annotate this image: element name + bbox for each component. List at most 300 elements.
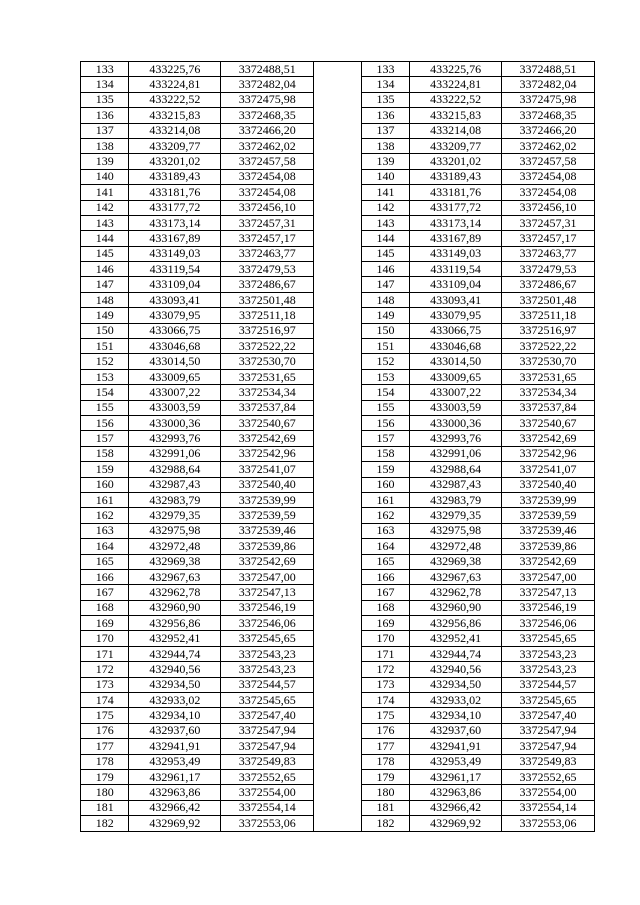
right-point-number: 176 xyxy=(361,723,409,738)
right-y-coordinate: 3372454,08 xyxy=(502,185,595,200)
left-x-coordinate: 433003,59 xyxy=(129,400,221,415)
left-point-number: 154 xyxy=(81,385,129,400)
column-gap xyxy=(314,662,361,677)
right-point-number: 140 xyxy=(361,169,409,184)
right-y-coordinate: 3372542,96 xyxy=(502,446,595,461)
coordinates-table xyxy=(80,61,595,832)
left-x-coordinate: 432934,50 xyxy=(129,677,221,692)
column-gap xyxy=(314,154,361,169)
column-gap xyxy=(314,785,361,800)
left-y-coordinate: 3372482,04 xyxy=(221,77,314,92)
right-point-number: 153 xyxy=(361,369,409,384)
right-x-coordinate: 433214,08 xyxy=(410,123,502,138)
table-row xyxy=(81,600,595,615)
table-row xyxy=(81,785,595,800)
column-gap xyxy=(314,77,361,92)
left-y-coordinate: 3372547,00 xyxy=(221,569,314,584)
left-x-coordinate: 432953,49 xyxy=(129,754,221,769)
table-row xyxy=(81,262,595,277)
left-y-coordinate: 3372475,98 xyxy=(221,92,314,107)
column-gap xyxy=(314,646,361,661)
right-x-coordinate: 433149,03 xyxy=(410,246,502,261)
column-gap xyxy=(314,477,361,492)
right-y-coordinate: 3372553,06 xyxy=(502,816,595,831)
left-x-coordinate: 432993,76 xyxy=(129,431,221,446)
coordinates-table-body xyxy=(81,62,595,832)
left-y-coordinate: 3372501,48 xyxy=(221,292,314,307)
right-x-coordinate: 433003,59 xyxy=(410,400,502,415)
table-row xyxy=(81,723,595,738)
table-row xyxy=(81,339,595,354)
right-x-coordinate: 432956,86 xyxy=(410,616,502,631)
right-y-coordinate: 3372547,94 xyxy=(502,739,595,754)
left-x-coordinate: 433109,04 xyxy=(129,277,221,292)
right-y-coordinate: 3372511,18 xyxy=(502,308,595,323)
column-gap xyxy=(314,169,361,184)
right-point-number: 180 xyxy=(361,785,409,800)
left-point-number: 180 xyxy=(81,785,129,800)
column-gap xyxy=(314,400,361,415)
right-x-coordinate: 432963,86 xyxy=(410,785,502,800)
left-x-coordinate: 433209,77 xyxy=(129,138,221,153)
right-point-number: 168 xyxy=(361,600,409,615)
right-y-coordinate: 3372457,17 xyxy=(502,231,595,246)
table-row xyxy=(81,754,595,769)
left-point-number: 164 xyxy=(81,539,129,554)
left-x-coordinate: 432956,86 xyxy=(129,616,221,631)
left-y-coordinate: 3372539,46 xyxy=(221,523,314,538)
right-x-coordinate: 432953,49 xyxy=(410,754,502,769)
right-point-number: 159 xyxy=(361,462,409,477)
left-y-coordinate: 3372454,08 xyxy=(221,185,314,200)
left-y-coordinate: 3372547,94 xyxy=(221,739,314,754)
left-y-coordinate: 3372542,69 xyxy=(221,554,314,569)
right-point-number: 134 xyxy=(361,77,409,92)
right-y-coordinate: 3372468,35 xyxy=(502,108,595,123)
table-row xyxy=(81,431,595,446)
right-x-coordinate: 433119,54 xyxy=(410,262,502,277)
left-x-coordinate: 432983,79 xyxy=(129,492,221,507)
right-point-number: 152 xyxy=(361,354,409,369)
right-point-number: 155 xyxy=(361,400,409,415)
column-gap xyxy=(314,262,361,277)
left-y-coordinate: 3372456,10 xyxy=(221,200,314,215)
right-y-coordinate: 3372454,08 xyxy=(502,169,595,184)
right-point-number: 142 xyxy=(361,200,409,215)
left-point-number: 155 xyxy=(81,400,129,415)
left-y-coordinate: 3372542,96 xyxy=(221,446,314,461)
left-point-number: 150 xyxy=(81,323,129,338)
right-y-coordinate: 3372542,69 xyxy=(502,554,595,569)
table-row xyxy=(81,539,595,554)
right-point-number: 166 xyxy=(361,569,409,584)
left-x-coordinate: 432979,35 xyxy=(129,508,221,523)
column-gap xyxy=(314,723,361,738)
right-y-coordinate: 3372466,20 xyxy=(502,123,595,138)
right-point-number: 137 xyxy=(361,123,409,138)
right-x-coordinate: 432937,60 xyxy=(410,723,502,738)
left-y-coordinate: 3372540,67 xyxy=(221,415,314,430)
right-x-coordinate: 432988,64 xyxy=(410,462,502,477)
right-point-number: 161 xyxy=(361,492,409,507)
column-gap xyxy=(314,339,361,354)
right-x-coordinate: 432961,17 xyxy=(410,769,502,784)
left-x-coordinate: 432933,02 xyxy=(129,693,221,708)
right-x-coordinate: 433177,72 xyxy=(410,200,502,215)
left-x-coordinate: 433177,72 xyxy=(129,200,221,215)
left-point-number: 176 xyxy=(81,723,129,738)
left-x-coordinate: 433214,08 xyxy=(129,123,221,138)
left-y-coordinate: 3372479,53 xyxy=(221,262,314,277)
left-y-coordinate: 3372546,06 xyxy=(221,616,314,631)
table-row xyxy=(81,400,595,415)
left-y-coordinate: 3372540,40 xyxy=(221,477,314,492)
left-x-coordinate: 433224,81 xyxy=(129,77,221,92)
right-point-number: 169 xyxy=(361,616,409,631)
left-point-number: 163 xyxy=(81,523,129,538)
right-point-number: 182 xyxy=(361,816,409,831)
left-point-number: 139 xyxy=(81,154,129,169)
right-point-number: 181 xyxy=(361,800,409,815)
left-point-number: 160 xyxy=(81,477,129,492)
left-point-number: 182 xyxy=(81,816,129,831)
right-point-number: 178 xyxy=(361,754,409,769)
right-x-coordinate: 432952,41 xyxy=(410,631,502,646)
left-x-coordinate: 433225,76 xyxy=(129,62,221,77)
right-y-coordinate: 3372542,69 xyxy=(502,431,595,446)
left-point-number: 168 xyxy=(81,600,129,615)
left-y-coordinate: 3372466,20 xyxy=(221,123,314,138)
right-x-coordinate: 432960,90 xyxy=(410,600,502,615)
table-row xyxy=(81,769,595,784)
left-y-coordinate: 3372547,94 xyxy=(221,723,314,738)
left-x-coordinate: 433000,36 xyxy=(129,415,221,430)
left-x-coordinate: 432961,17 xyxy=(129,769,221,784)
column-gap xyxy=(314,200,361,215)
right-point-number: 144 xyxy=(361,231,409,246)
left-y-coordinate: 3372553,06 xyxy=(221,816,314,831)
right-y-coordinate: 3372541,07 xyxy=(502,462,595,477)
table-row xyxy=(81,154,595,169)
right-x-coordinate: 432933,02 xyxy=(410,693,502,708)
left-x-coordinate: 432944,74 xyxy=(129,646,221,661)
right-x-coordinate: 433014,50 xyxy=(410,354,502,369)
right-y-coordinate: 3372554,00 xyxy=(502,785,595,800)
right-point-number: 165 xyxy=(361,554,409,569)
left-point-number: 178 xyxy=(81,754,129,769)
left-x-coordinate: 433167,89 xyxy=(129,231,221,246)
right-y-coordinate: 3372545,65 xyxy=(502,631,595,646)
left-y-coordinate: 3372463,77 xyxy=(221,246,314,261)
left-y-coordinate: 3372516,97 xyxy=(221,323,314,338)
right-point-number: 135 xyxy=(361,92,409,107)
right-x-coordinate: 432987,43 xyxy=(410,477,502,492)
table-row xyxy=(81,585,595,600)
column-gap xyxy=(314,585,361,600)
left-y-coordinate: 3372454,08 xyxy=(221,169,314,184)
right-y-coordinate: 3372540,40 xyxy=(502,477,595,492)
left-x-coordinate: 432934,10 xyxy=(129,708,221,723)
right-y-coordinate: 3372554,14 xyxy=(502,800,595,815)
left-x-coordinate: 433215,83 xyxy=(129,108,221,123)
column-gap xyxy=(314,693,361,708)
right-y-coordinate: 3372547,00 xyxy=(502,569,595,584)
right-point-number: 173 xyxy=(361,677,409,692)
right-y-coordinate: 3372539,46 xyxy=(502,523,595,538)
column-gap xyxy=(314,508,361,523)
left-point-number: 167 xyxy=(81,585,129,600)
right-point-number: 145 xyxy=(361,246,409,261)
column-gap xyxy=(314,539,361,554)
column-gap xyxy=(314,754,361,769)
right-y-coordinate: 3372501,48 xyxy=(502,292,595,307)
table-row xyxy=(81,292,595,307)
right-point-number: 170 xyxy=(361,631,409,646)
left-point-number: 149 xyxy=(81,308,129,323)
left-point-number: 138 xyxy=(81,138,129,153)
right-y-coordinate: 3372547,13 xyxy=(502,585,595,600)
left-y-coordinate: 3372457,31 xyxy=(221,215,314,230)
left-point-number: 181 xyxy=(81,800,129,815)
right-x-coordinate: 433009,65 xyxy=(410,369,502,384)
left-y-coordinate: 3372546,19 xyxy=(221,600,314,615)
right-y-coordinate: 3372479,53 xyxy=(502,262,595,277)
table-row xyxy=(81,739,595,754)
column-gap xyxy=(314,246,361,261)
right-x-coordinate: 433000,36 xyxy=(410,415,502,430)
left-x-coordinate: 432963,86 xyxy=(129,785,221,800)
table-row xyxy=(81,662,595,677)
left-point-number: 152 xyxy=(81,354,129,369)
left-x-coordinate: 433222,52 xyxy=(129,92,221,107)
right-point-number: 147 xyxy=(361,277,409,292)
left-point-number: 177 xyxy=(81,739,129,754)
column-gap xyxy=(314,431,361,446)
right-x-coordinate: 433109,04 xyxy=(410,277,502,292)
table-row xyxy=(81,646,595,661)
left-y-coordinate: 3372537,84 xyxy=(221,400,314,415)
column-gap xyxy=(314,185,361,200)
table-row xyxy=(81,277,595,292)
right-x-coordinate: 433222,52 xyxy=(410,92,502,107)
right-x-coordinate: 433181,76 xyxy=(410,185,502,200)
right-point-number: 138 xyxy=(361,138,409,153)
column-gap xyxy=(314,277,361,292)
right-point-number: 177 xyxy=(361,739,409,754)
right-point-number: 162 xyxy=(361,508,409,523)
column-gap xyxy=(314,446,361,461)
column-gap xyxy=(314,231,361,246)
right-y-coordinate: 3372462,02 xyxy=(502,138,595,153)
table-row xyxy=(81,462,595,477)
left-x-coordinate: 433009,65 xyxy=(129,369,221,384)
column-gap xyxy=(314,62,361,77)
right-y-coordinate: 3372546,06 xyxy=(502,616,595,631)
right-y-coordinate: 3372534,34 xyxy=(502,385,595,400)
right-x-coordinate: 433225,76 xyxy=(410,62,502,77)
left-y-coordinate: 3372486,67 xyxy=(221,277,314,292)
left-x-coordinate: 432960,90 xyxy=(129,600,221,615)
right-y-coordinate: 3372547,94 xyxy=(502,723,595,738)
right-x-coordinate: 433189,43 xyxy=(410,169,502,184)
right-y-coordinate: 3372543,23 xyxy=(502,646,595,661)
left-y-coordinate: 3372543,23 xyxy=(221,662,314,677)
table-row xyxy=(81,554,595,569)
left-x-coordinate: 432988,64 xyxy=(129,462,221,477)
left-y-coordinate: 3372542,69 xyxy=(221,431,314,446)
left-y-coordinate: 3372530,70 xyxy=(221,354,314,369)
left-point-number: 175 xyxy=(81,708,129,723)
left-x-coordinate: 432969,38 xyxy=(129,554,221,569)
left-y-coordinate: 3372547,13 xyxy=(221,585,314,600)
column-gap xyxy=(314,677,361,692)
left-x-coordinate: 432969,92 xyxy=(129,816,221,831)
right-x-coordinate: 432967,63 xyxy=(410,569,502,584)
right-y-coordinate: 3372539,86 xyxy=(502,539,595,554)
left-y-coordinate: 3372534,34 xyxy=(221,385,314,400)
column-gap xyxy=(314,739,361,754)
right-x-coordinate: 432966,42 xyxy=(410,800,502,815)
left-y-coordinate: 3372547,40 xyxy=(221,708,314,723)
column-gap xyxy=(314,308,361,323)
left-x-coordinate: 432975,98 xyxy=(129,523,221,538)
right-point-number: 179 xyxy=(361,769,409,784)
table-row xyxy=(81,677,595,692)
left-point-number: 151 xyxy=(81,339,129,354)
column-gap xyxy=(314,138,361,153)
left-x-coordinate: 433181,76 xyxy=(129,185,221,200)
left-point-number: 179 xyxy=(81,769,129,784)
right-y-coordinate: 3372549,83 xyxy=(502,754,595,769)
right-y-coordinate: 3372544,57 xyxy=(502,677,595,692)
table-row xyxy=(81,77,595,92)
table-row xyxy=(81,708,595,723)
table-row xyxy=(81,308,595,323)
table-row xyxy=(81,354,595,369)
left-point-number: 173 xyxy=(81,677,129,692)
left-x-coordinate: 432962,78 xyxy=(129,585,221,600)
right-point-number: 150 xyxy=(361,323,409,338)
table-row xyxy=(81,816,595,831)
left-point-number: 172 xyxy=(81,662,129,677)
column-gap xyxy=(314,816,361,831)
column-gap xyxy=(314,415,361,430)
left-point-number: 147 xyxy=(81,277,129,292)
left-x-coordinate: 433007,22 xyxy=(129,385,221,400)
left-y-coordinate: 3372543,23 xyxy=(221,646,314,661)
right-x-coordinate: 432979,35 xyxy=(410,508,502,523)
right-point-number: 139 xyxy=(361,154,409,169)
left-point-number: 137 xyxy=(81,123,129,138)
right-point-number: 164 xyxy=(361,539,409,554)
right-y-coordinate: 3372539,59 xyxy=(502,508,595,523)
left-point-number: 157 xyxy=(81,431,129,446)
left-x-coordinate: 433119,54 xyxy=(129,262,221,277)
right-y-coordinate: 3372539,99 xyxy=(502,492,595,507)
left-point-number: 166 xyxy=(81,569,129,584)
left-y-coordinate: 3372552,65 xyxy=(221,769,314,784)
right-y-coordinate: 3372522,22 xyxy=(502,339,595,354)
left-point-number: 156 xyxy=(81,415,129,430)
left-y-coordinate: 3372468,35 xyxy=(221,108,314,123)
left-x-coordinate: 432972,48 xyxy=(129,539,221,554)
left-y-coordinate: 3372488,51 xyxy=(221,62,314,77)
right-y-coordinate: 3372545,65 xyxy=(502,693,595,708)
right-x-coordinate: 432934,50 xyxy=(410,677,502,692)
column-gap xyxy=(314,554,361,569)
column-gap xyxy=(314,108,361,123)
right-point-number: 154 xyxy=(361,385,409,400)
column-gap xyxy=(314,92,361,107)
left-x-coordinate: 432966,42 xyxy=(129,800,221,815)
left-x-coordinate: 432937,60 xyxy=(129,723,221,738)
left-x-coordinate: 433093,41 xyxy=(129,292,221,307)
table-row xyxy=(81,523,595,538)
right-x-coordinate: 432941,91 xyxy=(410,739,502,754)
right-point-number: 141 xyxy=(361,185,409,200)
right-x-coordinate: 433209,77 xyxy=(410,138,502,153)
left-point-number: 134 xyxy=(81,77,129,92)
left-point-number: 142 xyxy=(81,200,129,215)
column-gap xyxy=(314,800,361,815)
left-y-coordinate: 3372511,18 xyxy=(221,308,314,323)
table-row xyxy=(81,477,595,492)
right-point-number: 156 xyxy=(361,415,409,430)
column-gap xyxy=(314,215,361,230)
right-y-coordinate: 3372488,51 xyxy=(502,62,595,77)
right-y-coordinate: 3372552,65 xyxy=(502,769,595,784)
right-y-coordinate: 3372537,84 xyxy=(502,400,595,415)
right-x-coordinate: 432934,10 xyxy=(410,708,502,723)
table-row xyxy=(81,616,595,631)
column-gap xyxy=(314,616,361,631)
right-y-coordinate: 3372463,77 xyxy=(502,246,595,261)
right-x-coordinate: 433224,81 xyxy=(410,77,502,92)
right-y-coordinate: 3372457,31 xyxy=(502,215,595,230)
left-x-coordinate: 433149,03 xyxy=(129,246,221,261)
column-gap xyxy=(314,123,361,138)
right-y-coordinate: 3372540,67 xyxy=(502,415,595,430)
left-point-number: 133 xyxy=(81,62,129,77)
right-point-number: 158 xyxy=(361,446,409,461)
left-point-number: 153 xyxy=(81,369,129,384)
table-row xyxy=(81,138,595,153)
table-row xyxy=(81,446,595,461)
table-row xyxy=(81,231,595,246)
left-point-number: 159 xyxy=(81,462,129,477)
right-point-number: 149 xyxy=(361,308,409,323)
left-y-coordinate: 3372457,17 xyxy=(221,231,314,246)
column-gap xyxy=(314,492,361,507)
table-row xyxy=(81,385,595,400)
left-y-coordinate: 3372531,65 xyxy=(221,369,314,384)
table-row xyxy=(81,369,595,384)
column-gap xyxy=(314,369,361,384)
left-point-number: 144 xyxy=(81,231,129,246)
left-y-coordinate: 3372462,02 xyxy=(221,138,314,153)
left-y-coordinate: 3372539,86 xyxy=(221,539,314,554)
column-gap xyxy=(314,385,361,400)
right-x-coordinate: 432969,38 xyxy=(410,554,502,569)
left-point-number: 136 xyxy=(81,108,129,123)
left-x-coordinate: 433014,50 xyxy=(129,354,221,369)
left-x-coordinate: 432987,43 xyxy=(129,477,221,492)
table-row xyxy=(81,631,595,646)
left-point-number: 161 xyxy=(81,492,129,507)
right-y-coordinate: 3372482,04 xyxy=(502,77,595,92)
right-point-number: 143 xyxy=(361,215,409,230)
right-x-coordinate: 432962,78 xyxy=(410,585,502,600)
